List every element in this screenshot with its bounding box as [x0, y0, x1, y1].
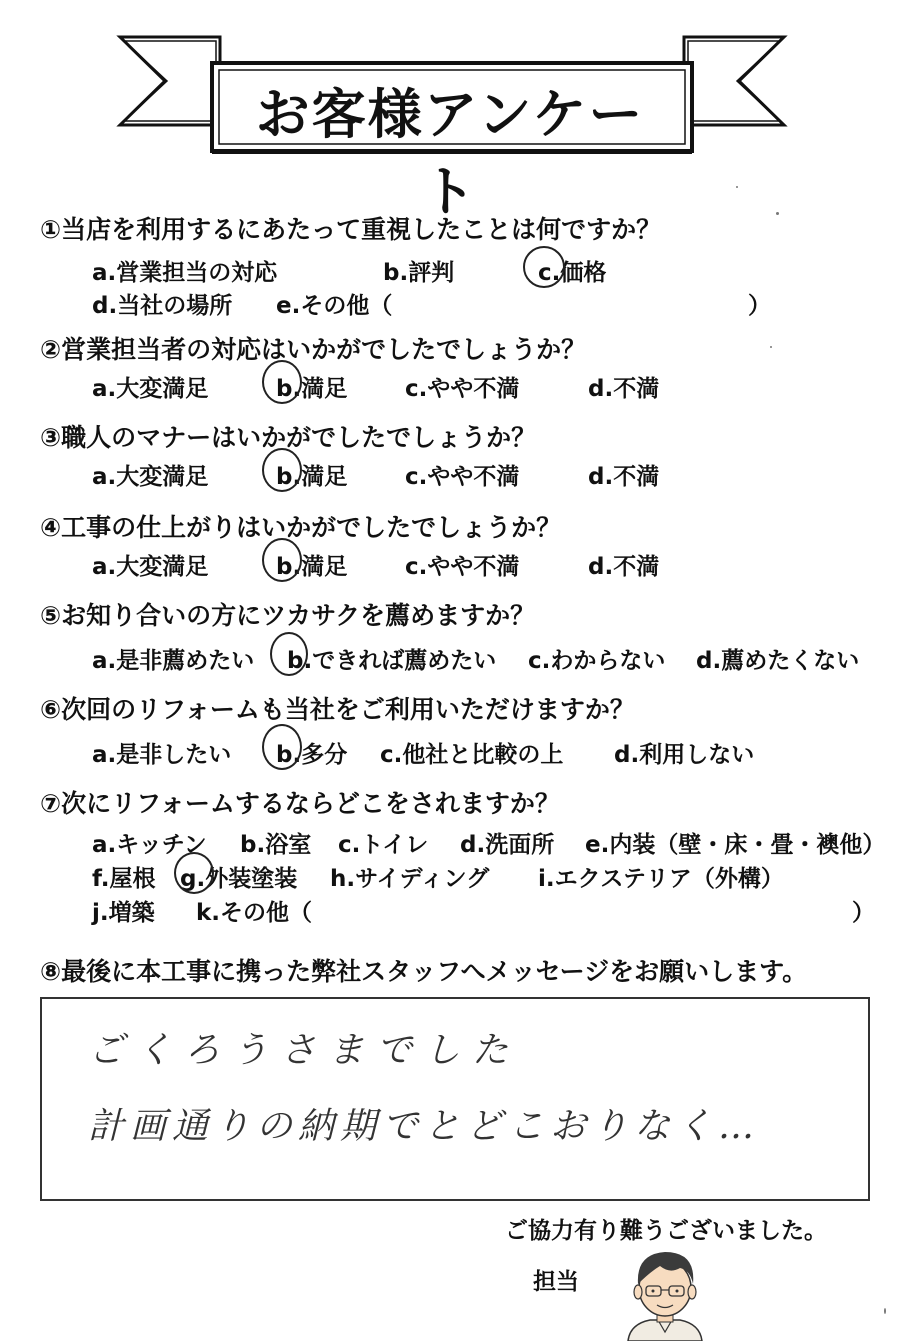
q6-option-a[interactable]: a.是非したい [92, 742, 232, 768]
q6-option-c[interactable]: c.他社と比較の上 [380, 742, 564, 768]
question-4: ④工事の仕上がりはいかがでしたでしょうか？ [40, 513, 562, 542]
question-5: ⑤お知り合いの方にツカサクを薦めますか？ [40, 601, 536, 630]
q1-option-a[interactable]: a.営業担当の対応 [92, 260, 278, 286]
q7-option-c[interactable]: c.トイレ [338, 832, 429, 858]
q6-option-d[interactable]: d.利用しない [614, 742, 755, 768]
page-title: お客様アンケート [255, 83, 645, 223]
q5-option-b[interactable]: b.できれば薦めたい [287, 648, 497, 674]
message-line-2: 計画通りの納期でとどこおりなく… [88, 1106, 761, 1147]
question-2: ②営業担当者の対応はいかがでしたでしょうか？ [40, 335, 587, 364]
staff-avatar-illustration [620, 1240, 710, 1341]
q5-option-a[interactable]: a.是非薦めたい [92, 648, 255, 674]
q7-option-b[interactable]: b.浴室 [240, 832, 312, 858]
scan-speck [736, 186, 738, 188]
question-1: ①当店を利用するにあたって重視したことは何ですか？ [40, 215, 662, 244]
q7-option-k-close: ） [852, 900, 875, 926]
q4-option-d[interactable]: d.不満 [588, 554, 660, 580]
q3-selected-circle [262, 448, 302, 492]
q7-option-j[interactable]: j.増築 [92, 900, 155, 926]
scan-speck [884, 1308, 886, 1314]
q7-selected-circle [174, 852, 214, 894]
q2-option-b[interactable]: b.満足 [276, 376, 348, 402]
q4-option-c[interactable]: c.やや不満 [405, 554, 520, 580]
q5-selected-circle [270, 632, 308, 676]
q1-option-e[interactable]: e.その他（ [276, 293, 393, 319]
q2-option-a[interactable]: a.大変満足 [92, 376, 209, 402]
q2-selected-circle [262, 360, 302, 404]
q7-option-g[interactable]: g.外装塗装 [180, 866, 298, 892]
q1-option-b[interactable]: b.評判 [383, 260, 455, 286]
q5-option-c[interactable]: c.わからない [528, 648, 666, 674]
q6-selected-circle [262, 724, 302, 770]
q3-option-c[interactable]: c.やや不満 [405, 464, 520, 490]
q7-option-a[interactable]: a.キッチン [92, 832, 207, 858]
q7-option-i[interactable]: i.エクステリア（外構） [538, 866, 784, 892]
scan-speck [770, 346, 772, 348]
q1-selected-circle [523, 246, 565, 288]
question-7: ⑦次にリフォームするならどこをされますか？ [40, 789, 560, 818]
question-3: ③職人のマナーはいかがでしたでしょうか？ [40, 423, 537, 452]
q1-option-d[interactable]: d.当社の場所 [92, 293, 233, 319]
q2-option-d[interactable]: d.不満 [588, 376, 660, 402]
q3-option-b[interactable]: b.満足 [276, 464, 348, 490]
staff-label: 担当 [533, 1269, 579, 1295]
q7-option-k[interactable]: k.その他（ [196, 900, 313, 926]
scan-speck [776, 212, 779, 215]
q5-option-d[interactable]: d.薦めたくない [696, 648, 860, 674]
q3-option-a[interactable]: a.大変満足 [92, 464, 209, 490]
q6-option-b[interactable]: b.多分 [276, 742, 348, 768]
thanks-text: ご協力有り難うございました。 [505, 1218, 827, 1244]
q1-option-c[interactable]: c.価格 [538, 260, 607, 286]
message-line-1: ごくろうさまでした [88, 1030, 521, 1071]
q4-option-a[interactable]: a.大変満足 [92, 554, 209, 580]
q2-option-c[interactable]: c.やや不満 [405, 376, 520, 402]
q1-option-e-close: ） [748, 293, 771, 319]
q7-option-e[interactable]: e.内装（壁・床・畳・襖他） [585, 832, 886, 858]
q7-option-h[interactable]: h.サイディング [330, 866, 490, 892]
q7-option-f[interactable]: f.屋根 [92, 866, 156, 892]
q4-option-b[interactable]: b.満足 [276, 554, 348, 580]
q3-option-d[interactable]: d.不満 [588, 464, 660, 490]
q4-selected-circle [262, 538, 302, 582]
message-prompt: ⑧最後に本工事に携った弊社スタッフへメッセージをお願いします。 [40, 957, 808, 986]
question-6: ⑥次回のリフォームも当社をご利用いただけますか？ [40, 695, 635, 724]
q7-option-d[interactable]: d.洗面所 [460, 832, 555, 858]
